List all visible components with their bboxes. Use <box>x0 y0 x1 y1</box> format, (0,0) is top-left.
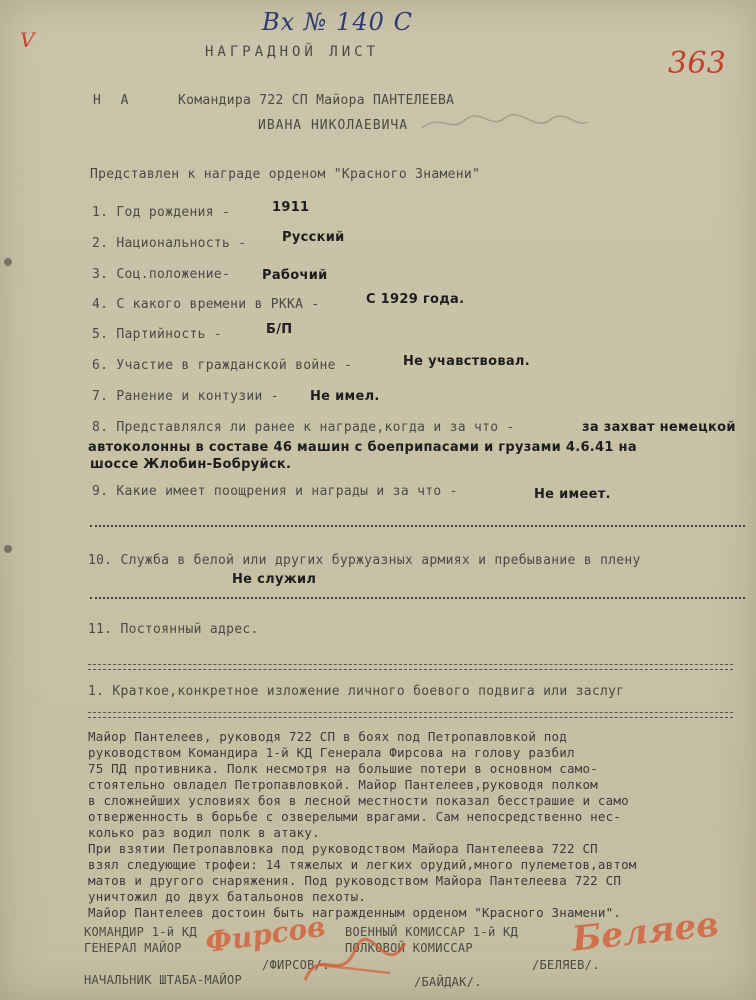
signature-bottom-title: НАЧАЛЬНИК ШТАБА-МАЙОР <box>84 973 243 987</box>
section-title: 1. Краткое,конкретное изложение личного боевого подвига или заслуг <box>88 684 625 699</box>
field-8-label: 8. Представлялся ли ранее к награде,когда и за что - <box>92 420 515 435</box>
punch-mark <box>4 258 12 266</box>
subject-line: Командира 722 СП Майора ПАНТЕЛЕЕВА <box>178 93 455 108</box>
narrative-line: матов и другого снаряжения. Под руководством Майора Пантелеева 722 СП <box>88 873 622 888</box>
field-8-value: за захват немецкой <box>582 420 736 435</box>
page-number-handwritten: 363 <box>668 46 727 81</box>
narrative-line: стоятельно овладел Петропавловкой. Майор Пантелеев,руководя полком <box>88 777 598 792</box>
dotted-divider <box>90 525 745 529</box>
subject-name: ИВАНА НИКОЛАЕВИЧА <box>258 118 409 133</box>
narrative-line: уничтожил до двух батальонов пехоты. <box>88 889 367 904</box>
narrative-line: отверженность в борьбе с озверелыми врагами. Сам непосредственно нес- <box>88 809 622 824</box>
field-4-label: 4. С какого времени в РККА - <box>92 297 320 312</box>
field-2-value: Русский <box>282 230 345 245</box>
field-7-value: Не имел. <box>310 389 380 404</box>
field-9-label: 9. Какие имеет поощрения и награды и за что - <box>92 484 458 499</box>
narrative-line: Майор Пантелеев достоин быть награжденным орденом "Красного Знамени". <box>88 905 622 920</box>
signature-right-name: /БЕЛЯЕВ/. <box>532 958 600 972</box>
field-8-value-line-2: автоколонны в составе 46 машин с боеприпасами и грузами 4.6.41 на <box>88 440 637 455</box>
narrative-line: руководством Командира 1-й КД Генерала Фирсова на голову разбил <box>88 745 575 760</box>
field-6-label: 6. Участие в гражданской войне - <box>92 358 353 373</box>
field-10-label: 10. Служба в белой или других буржуазных армиях и пребывание в плену <box>88 553 641 568</box>
narrative-line: При взятии Петропавловка под руководством Майора Пантелеева 722 СП <box>88 841 598 856</box>
field-7-label: 7. Ранение и контузии - <box>92 389 279 404</box>
field-6-value: Не учавствовал. <box>403 354 530 369</box>
field-1-label: 1. Год рождения - <box>92 205 231 220</box>
field-8-value-line-3: шоссе Жлобин-Бобруйск. <box>90 457 292 472</box>
faint-handwriting <box>420 108 590 138</box>
field-10-value: Не служил <box>232 572 317 587</box>
narrative-line: 75 ПД противника. Полк несмотря на большие потери в основном само- <box>88 761 598 776</box>
narrative-line: взял следующие трофеи: 14 тяжелых и легких орудий,много пулеметов,автом <box>88 857 637 872</box>
field-3-value: Рабочий <box>262 268 328 283</box>
signature-bottom-name: /БАЙДАК/. <box>414 975 482 989</box>
field-5-label: 5. Партийность - <box>92 327 223 342</box>
double-divider <box>88 664 733 670</box>
field-5-value: Б/П <box>266 322 293 337</box>
field-4-value: С 1929 года. <box>366 292 465 307</box>
dotted-divider <box>90 597 745 601</box>
on-label: Н А <box>93 93 135 108</box>
field-1-value: 1911 <box>272 200 310 215</box>
check-mark: V <box>20 28 35 52</box>
signature-mid-title-2: ПОЛКОВОЙ КОМИССАР <box>345 941 473 955</box>
narrative-line: колько раз водил полк в атаку. <box>88 825 320 840</box>
field-11-label: 11. Постоянный адрес. <box>88 622 259 637</box>
presented-line: Представлен к награде орденом "Красного Знамени" <box>90 167 481 182</box>
signature-left-title-1: КОМАНДИР 1-й КД <box>84 925 197 939</box>
narrative-line: Майор Пантелеев, руководя 722 СП в боях под Петропавловкой под <box>88 729 567 744</box>
narrative-line: в сложнейших условиях боя в лесной местности показал бесстрашие и само <box>88 793 629 808</box>
field-3-label: 3. Соц.положение- <box>92 267 231 282</box>
field-9-value: Не имеет. <box>534 487 611 502</box>
signature-scribble <box>300 935 410 990</box>
signature-mid-title-1: ВОЕННЫЙ КОМИССАР 1-й КД <box>345 925 519 939</box>
document-title: НАГРАДНОЙ ЛИСТ <box>205 44 380 60</box>
signature-left-title-2: ГЕНЕРАЛ МАЙОР <box>84 941 182 955</box>
handwritten-signature-belyaev: Беляев <box>570 904 721 960</box>
signature-left-name: /ФИРСОВ/. <box>262 958 330 972</box>
handwritten-signature-firsov: Фирсов <box>203 909 328 960</box>
punch-mark <box>4 545 12 553</box>
incoming-number-handwritten: Вх № 140 С <box>262 8 413 36</box>
field-2-label: 2. Национальность - <box>92 236 247 251</box>
double-divider <box>88 712 733 718</box>
